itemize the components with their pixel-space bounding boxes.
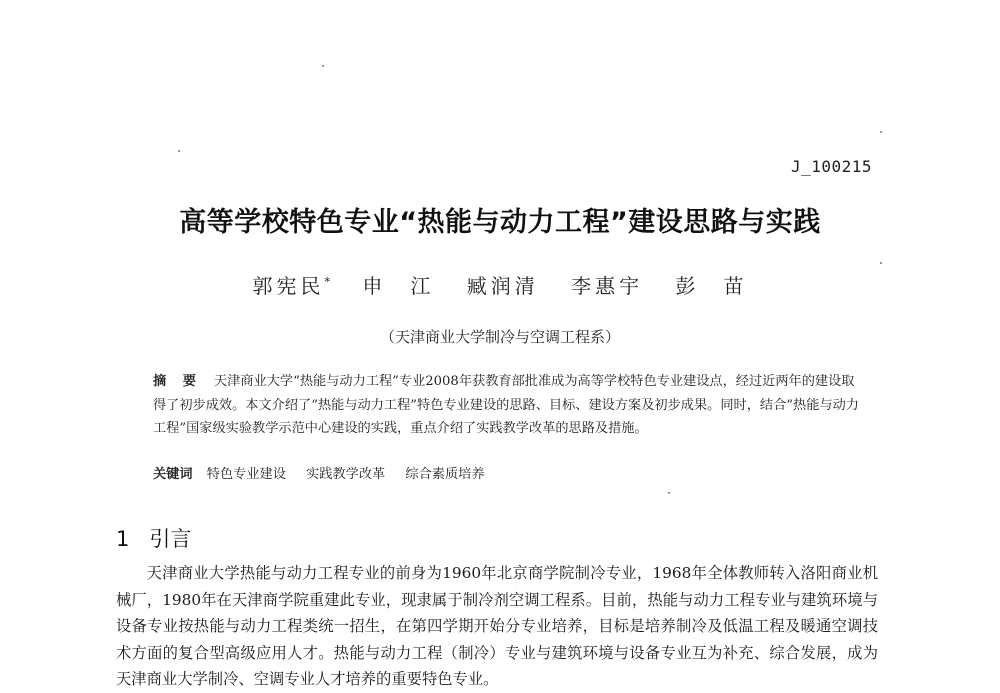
abstract-label: 摘 要 <box>153 374 202 389</box>
section-number: 1 <box>116 527 130 551</box>
author <box>675 274 747 298</box>
keyword: 综合素质培养 <box>405 467 485 482</box>
author <box>362 274 434 298</box>
scan-speck <box>322 65 324 67</box>
keywords-label: 关键词 <box>153 467 193 482</box>
scan-speck <box>668 492 670 494</box>
keyword: 实践教学改革 <box>306 467 386 482</box>
paper-title: 高等学校特色专业“热能与动力工程”建设思路与实践 <box>179 207 821 238</box>
section-heading <box>116 523 191 553</box>
document-id: J_100215 <box>790 157 872 176</box>
author-name: 臧润清 <box>466 274 539 298</box>
body-paragraph: 天津商业大学热能与动力工程专业的前身为1960年北京商学院制冷专业，1968年全体教师转入洛阳商业机械厂，1980年在天津商学院重建此专业，现隶属于制冷剂空调工程系。目前，热能与动力工程专业与建筑环境与设备专业按热能与动力工程类统一招生，在第四学期开始分专业培养，目标是培养制冷及低温工程及暖通空调技术方面的复合型高级应用人才。热能与动力工程（制冷）专业与建筑环境与设备专业互为补充、综合发展，成为天津商业大学制冷、空调专业人才培养的重要特色专业。 <box>116 564 878 689</box>
author-list <box>0 270 1000 299</box>
author <box>571 274 643 298</box>
keyword: 特色专业建设 <box>206 467 286 482</box>
affiliation: （天津商业大学制冷与空调工程系） <box>379 328 620 346</box>
scan-speck <box>880 131 882 133</box>
keywords <box>153 463 865 482</box>
abstract <box>153 370 865 441</box>
author-mark: * <box>324 275 331 289</box>
author <box>253 274 331 298</box>
author <box>467 274 539 298</box>
scan-speck <box>178 150 180 152</box>
author-name: 申 江 <box>362 274 435 298</box>
scan-speck <box>880 262 882 264</box>
author-name: 李惠宇 <box>571 274 644 298</box>
author-name: 彭 苗 <box>675 274 748 298</box>
abstract-text: 天津商业大学“热能与动力工程”专业2008年获教育部批准成为高等学校特色专业建设点，经过近两年的建设取得了初步成效。本文介绍了“热能与动力工程”特色专业建设的思路、目标、建设方案及初步成果。同时，结合“热能与动力工程”国家级实验教学示范中心建设的实践，重点介绍了实践教学改革的思路及措施。 <box>153 374 859 437</box>
author-name: 郭宪民 <box>252 274 325 298</box>
section-title: 引言 <box>149 527 192 551</box>
